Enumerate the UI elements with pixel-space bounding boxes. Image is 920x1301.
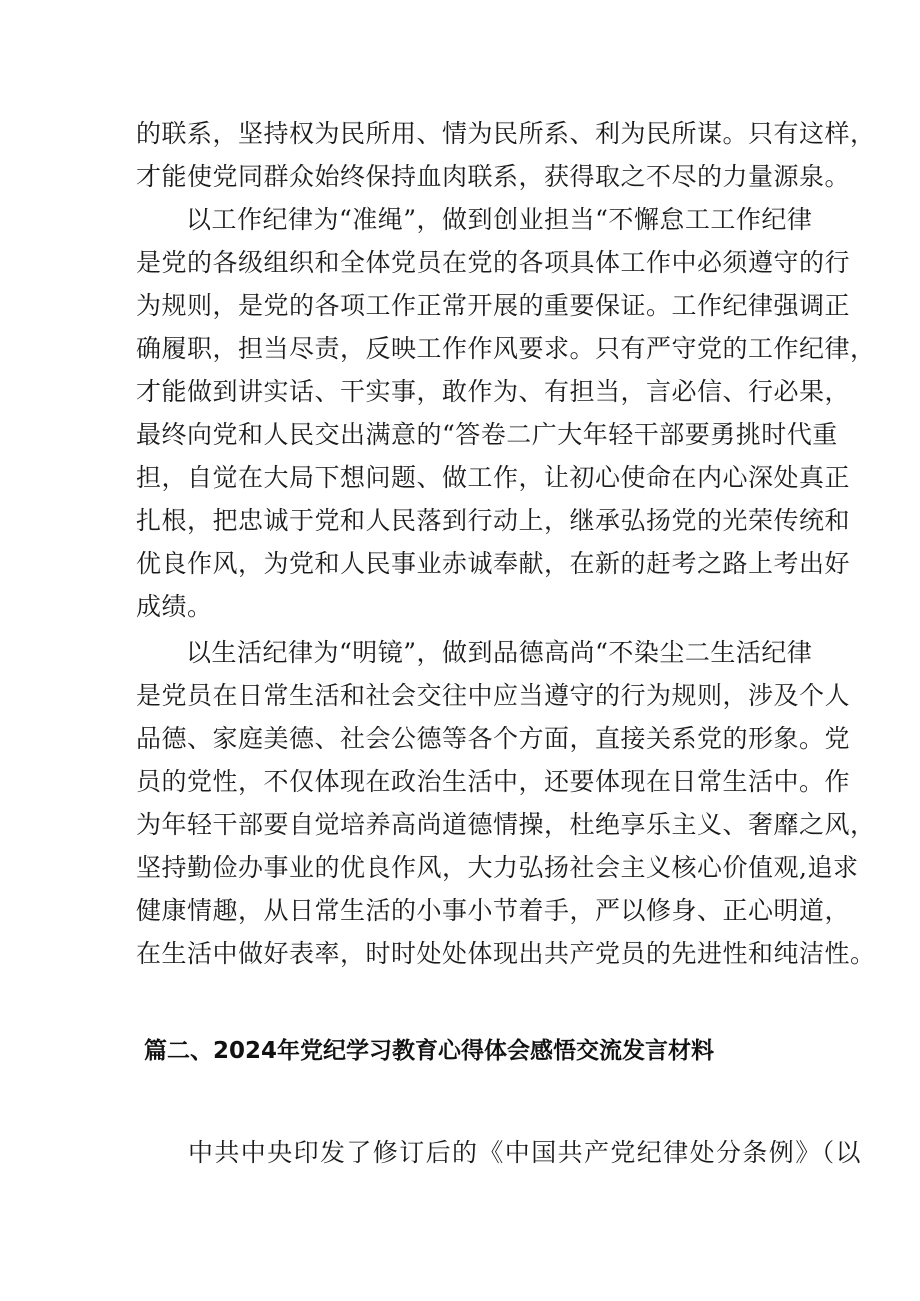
text-line: 在生活中做好表率，时时处处体现出共产党员的先进性和纯洁性。 — [136, 939, 876, 968]
text-line: 优良作风，为党和人民事业赤诚奉献，在新的赶考之路上考出好 — [136, 549, 851, 578]
text-line: 最终向党和人民交出满意的“答卷二广大年轻干部要勇挑时代重 — [136, 420, 838, 449]
text-line: 确履职，担当尽责，反映工作作风要求。只有严守党的工作纪律， — [136, 334, 876, 363]
text-line: 为规则，是党的各项工作正常开展的重要保证。工作纪律强调正 — [136, 291, 851, 320]
text-line: 以工作纪律为“准绳”，做到创业担当“不懈怠工工作纪律 — [186, 205, 813, 234]
text-line: 才能使党同群众始终保持血肉联系，获得取之不尽的力量源泉。 — [136, 162, 851, 191]
text-line: 担，自觉在大局下想问题、做工作，让初心使命在内心深处真正 — [136, 463, 851, 492]
text-line: 品德、家庭美德、社会公德等各个方面，直接关系党的形象。党 — [136, 724, 851, 753]
text-line: 为年轻干部要自觉培养高尚道德情操，杜绝享乐主义、奢靡之风， — [136, 810, 876, 839]
text-line: 员的党性，不仅体现在政治生活中，还要体现在日常生活中。作 — [136, 767, 851, 796]
text-line: 是党的各级组织和全体党员在党的各项具体工作中必须遵守的行 — [136, 248, 851, 277]
text-line: 成绩。 — [136, 592, 213, 621]
next-paragraph-first-line: 中共中央印发了修订后的《中国共产党纪律处分条例》（以 — [188, 1138, 862, 1167]
section-heading: 篇二、2024年党纪学习教育心得体会感悟交流发言材料 — [144, 1038, 715, 1064]
text-line: 坚持勤俭办事业的优良作风，大力弘扬社会主义核心价值观,追求 — [136, 853, 859, 882]
text-line: 扎根，把忠诚于党和人民落到行动上，继承弘扬党的光荣传统和 — [136, 506, 851, 535]
text-line: 才能做到讲实话、干实事，敢作为、有担当，言必信、行必果， — [136, 377, 851, 406]
text-line: 是党员在日常生活和社会交往中应当遵守的行为规则，涉及个人 — [136, 681, 851, 710]
text-line: 以生活纪律为“明镜”，做到品德高尚“不染尘二生活纪律 — [186, 638, 813, 667]
text-line: 的联系，坚持权为民所用、情为民所系、利为民所谋。只有这样， — [136, 119, 876, 148]
text-line: 健康情趣，从日常生活的小事小节着手，严以修身、正心明道， — [136, 896, 851, 925]
